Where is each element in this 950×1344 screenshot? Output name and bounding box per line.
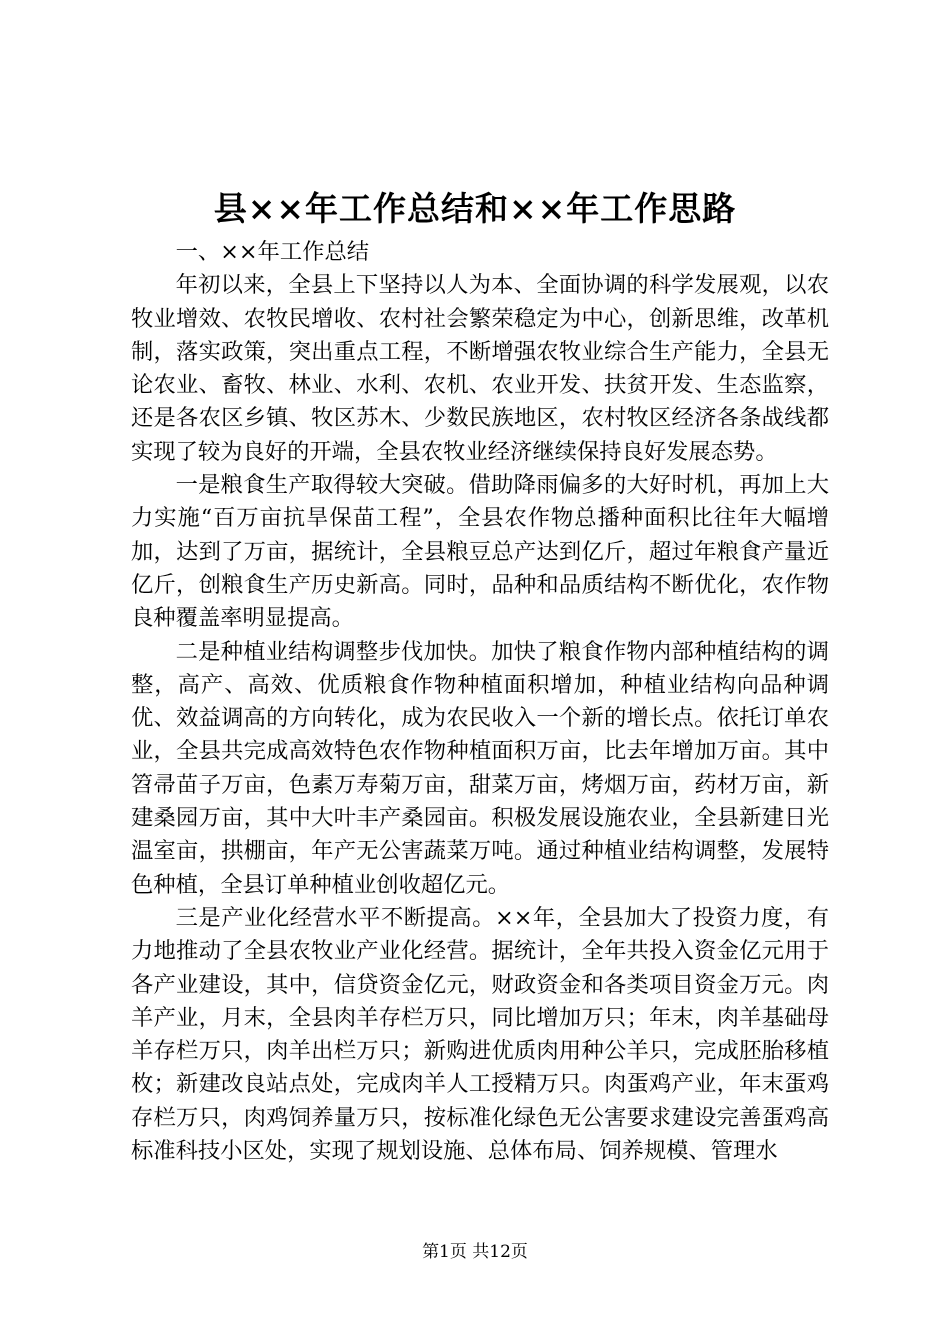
page-number: 第1页	[422, 1242, 467, 1262]
paragraph-industrialization: 三是产业化经营水平不断提高。××年，全县加大了投资力度，有力地推动了全县农牧业产业化经营。据统计，全年共投入资金亿元用于各产业建设，其中，信贷资金亿元，财政资金和各类项目资金万元。肉羊产业，月末，全县肉羊存栏万只，同比增加万只；年末，肉羊基础母羊存栏万只，肉羊出栏万只；新购进优质肉用种公羊只，完成胚胎移植枚；新建改良站点处，完成肉羊人工授精万只。肉蛋鸡产业，年末蛋鸡存栏万只，肉鸡饲养量万只，按标准化绿色无公害要求建设完善蛋鸡高标准科技小区处，实现了规划设施、总体布局、饲养规模、管理水	[131, 904, 829, 1165]
page-total: 共12页	[472, 1242, 528, 1262]
paragraph-intro: 年初以来，全县上下坚持以人为本、全面协调的科学发展观，以农牧业增效、农牧民增收、农村社会繁荣稳定为中心，创新思维，改革机制，落实政策，突出重点工程，不断增强农牧业综合生产能力，全县无论农业、畜牧、林业、水利、农机、农业开发、扶贫开发、生态监察，还是各农区乡镇、牧区苏木、少数民族地区，农村牧区经济各条战线都实现了较为良好的开端，全县农牧业经济继续保持良好发展态势。	[131, 272, 829, 465]
document-body	[131, 236, 829, 1168]
document-title: 县××年工作总结和××年工作思路	[213, 189, 737, 228]
section-heading: 一、××年工作总结	[175, 239, 370, 265]
page-footer	[0, 1240, 950, 1264]
paragraph-grain-production: 一是粮食生产取得较大突破。借助降雨偏多的大好时机，再加上大力实施“百万亩抗旱保苗工程”，全县农作物总播种面积比往年大幅增加，达到了万亩，据统计，全县粮豆总产达到亿斤，超过年粮食产量近亿斤，创粮食生产历史新高。同时，品种和品质结构不断优化，农作物良种覆盖率明显提高。	[131, 472, 829, 632]
paragraph-planting-structure: 二是种植业结构调整步伐加快。加快了粮食作物内部种植结构的调整，高产、高效、优质粮食作物种植面积增加，种植业结构向品种调优、效益调高的方向转化，成为农民收入一个新的增长点。依托订单农业，全县共完成高效特色农作物种植面积万亩，比去年增加万亩。其中笤帚苗子万亩，色素万寿菊万亩，甜菜万亩，烤烟万亩，药材万亩，新建桑园万亩，其中大叶丰产桑园亩。积极发展设施农业，全县新建日光温室亩，拱棚亩，年产无公害蔬菜万吨。通过种植业结构调整，发展特色种植，全县订单种植业创收超亿元。	[131, 638, 829, 898]
